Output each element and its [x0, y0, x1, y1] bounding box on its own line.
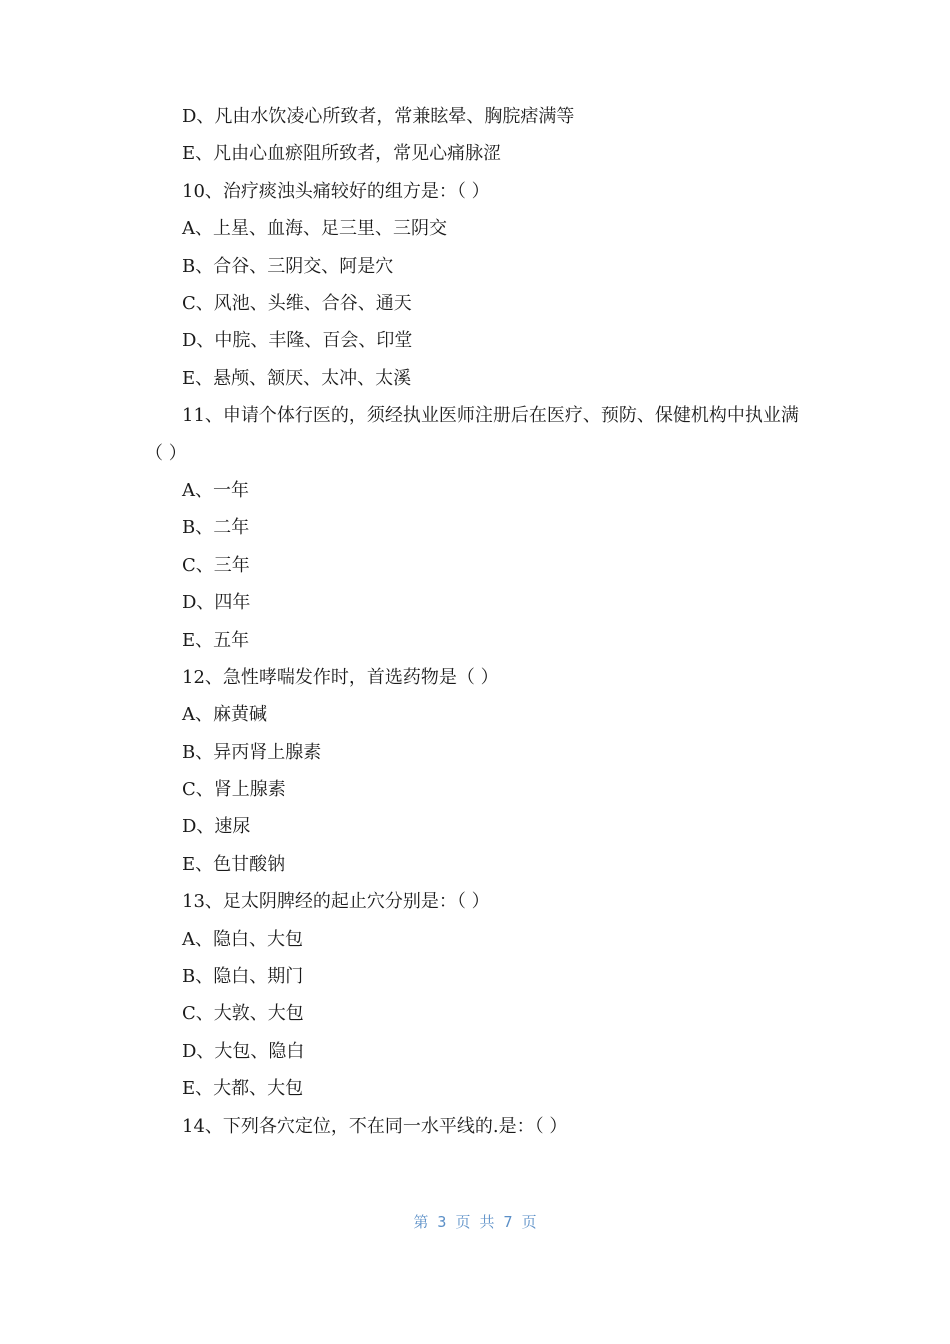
option-a: A、上星、血海、足三里、三阴交: [182, 218, 447, 240]
option-e: E、悬颅、颔厌、太冲、太溪: [182, 367, 412, 389]
option-e: E、凡由心血瘀阻所致者，常见心痛脉涩: [182, 143, 502, 165]
option-e: E、五年: [182, 629, 250, 651]
option-e: E、大都、大包: [182, 1078, 304, 1100]
option-b: B、异丙肾上腺素: [182, 741, 322, 763]
question-11: 11、申请个体行医的，须经执业医师注册后在医疗、预防、保健机构中执业满（ ）: [145, 405, 799, 464]
question-list: [145, 98, 805, 1145]
option-a: A、隐白、大包: [182, 928, 303, 950]
option-d: D、中脘、丰隆、百会、印堂: [182, 330, 413, 352]
option-b: B、隐白、期门: [182, 966, 304, 988]
option-b: B、二年: [182, 517, 250, 539]
question-13: 13、足太阴脾经的起止穴分别是：（ ）: [182, 891, 490, 913]
option-d: D、四年: [182, 592, 251, 614]
option-c: C、三年: [182, 554, 250, 576]
question-14: 14、下列各穴定位，不在同一水平线的.是：（ ）: [182, 1115, 568, 1137]
page-footer: 第 3 页 共 7 页: [413, 1213, 537, 1231]
option-c: C、风池、头维、合谷、通天: [182, 292, 412, 314]
option-a: A、一年: [182, 479, 249, 501]
option-d: D、速尿: [182, 816, 251, 838]
option-a: A、麻黄碱: [182, 704, 267, 726]
option-b: B、合谷、三阴交、阿是穴: [182, 255, 394, 277]
question-10: 10、治疗痰浊头痛较好的组方是：（ ）: [182, 180, 490, 202]
option-c: C、大敦、大包: [182, 1003, 304, 1025]
option-e: E、色甘酸钠: [182, 853, 286, 875]
option-d: D、大包、隐白: [182, 1040, 305, 1062]
question-12: 12、急性哮喘发作时，首选药物是（ ）: [182, 666, 499, 688]
option-d: D、凡由水饮凌心所致者，常兼眩晕、胸脘痞满等: [182, 106, 575, 127]
option-c: C、肾上腺素: [182, 779, 286, 801]
